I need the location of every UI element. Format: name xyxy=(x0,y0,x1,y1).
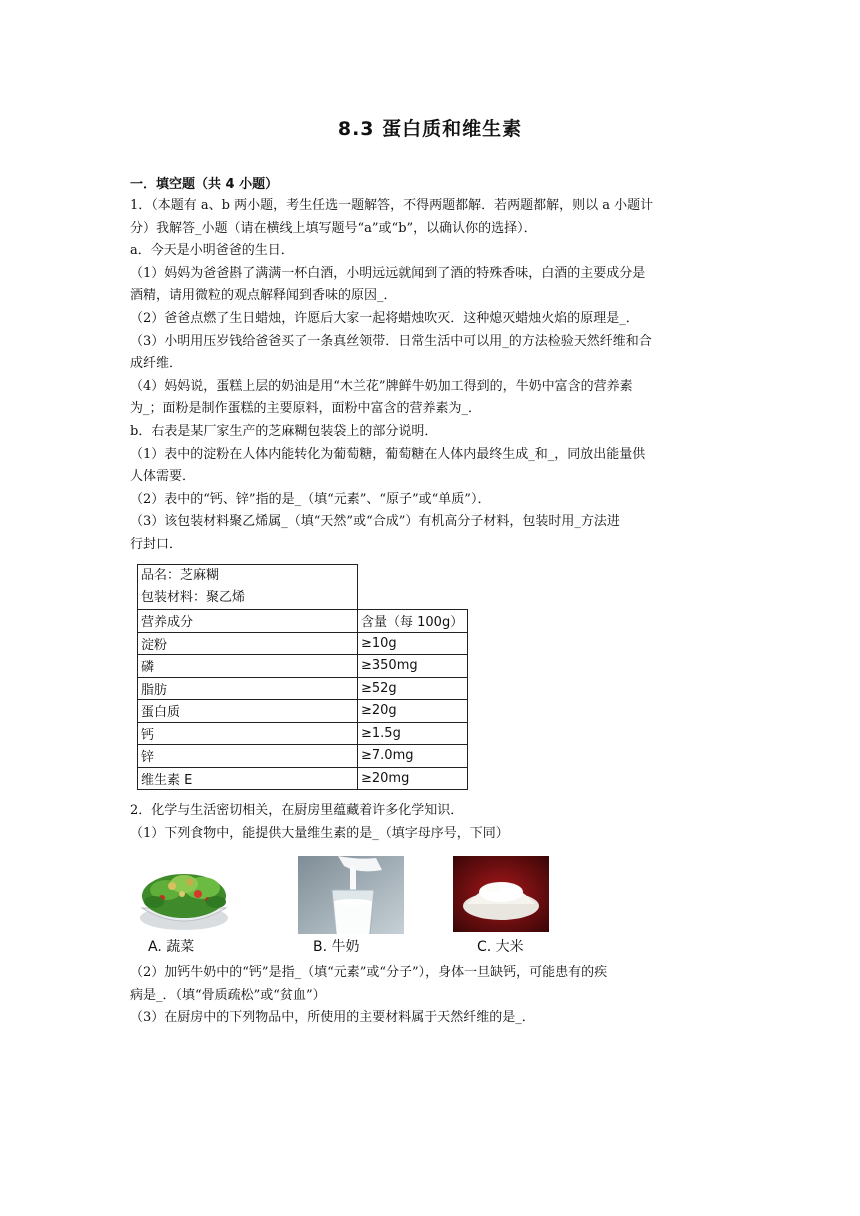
nutrient-name: 维生素 E xyxy=(138,767,358,790)
table-row xyxy=(138,677,468,700)
q2-part2-line1: （2）加钙牛奶中的“钙”是指_（填“元素”或“分子”），身体一旦缺钙，可能患有的疾 xyxy=(130,965,608,980)
salad-image xyxy=(132,858,236,934)
question-1 xyxy=(130,195,730,557)
nutrient-amount: ≥20mg xyxy=(358,767,468,790)
q1-intro-line2: 分）我解答_小题（请在横线上填写题号“a”或“b”，以确认你的选择）． xyxy=(130,220,537,236)
q2-part2-line2: 病是_．（填“骨质疏松”或“贫血”） xyxy=(130,987,326,1003)
q2-part1: （1）下列食物中，能提供大量维生素的是_（填字母序号，下同） xyxy=(130,825,509,841)
nutrient-name: 钙 xyxy=(138,722,358,745)
header-left: 营养成分 xyxy=(138,610,358,633)
nutrient-name: 蛋白质 xyxy=(138,700,358,723)
table-row xyxy=(138,632,468,655)
nutrient-amount: ≥1.5g xyxy=(358,722,468,745)
table-row xyxy=(138,767,468,790)
nutrient-name: 淀粉 xyxy=(138,632,358,655)
table-row xyxy=(138,655,468,678)
question-2 xyxy=(130,800,730,845)
q1-b1-line2: 人体需要． xyxy=(130,469,196,485)
option-a-label: A. 蔬菜 xyxy=(148,939,195,955)
rice-image xyxy=(453,856,549,932)
q1-b3-line1: （3）该包装材料聚乙烯属_（填“天然”或“合成”）有机高分子材料，包装时用_方法进 xyxy=(130,514,620,530)
section-heading: 一．填空题（共 4 小题） xyxy=(130,177,279,192)
nutrient-amount: ≥350mg xyxy=(358,655,468,678)
table-row xyxy=(138,610,468,633)
page-title: 8.3 蛋白质和维生素 xyxy=(337,118,523,140)
nutrient-amount: ≥7.0mg xyxy=(358,745,468,768)
milk-image xyxy=(298,856,404,934)
table-row xyxy=(138,700,468,723)
q1-a4-line2: 为_；面粉是制作蛋糕的主要原料，面粉中富含的营养素为_． xyxy=(130,401,482,417)
header-right: 含量（每 100g） xyxy=(358,610,468,633)
q1-a3-line1: （3）小明用压岁钱给爸爸买了一条真丝领带．日常生活中可以用_的方法检验天然纤维和合 xyxy=(130,333,652,349)
question-2-continued xyxy=(130,962,730,1030)
nutrition-table xyxy=(137,564,468,790)
package-material: 包装材料：聚乙烯 xyxy=(141,590,246,605)
nutrient-name: 锌 xyxy=(138,745,358,768)
nutrient-amount: ≥52g xyxy=(358,677,468,700)
product-name: 品名：芝麻糊 xyxy=(141,568,220,583)
q1-a4-line1: （4）妈妈说，蛋糕上层的奶油是用“木兰花”牌鲜牛奶加工得到的，牛奶中富含的营养素 xyxy=(130,378,633,394)
nutrient-amount: ≥20g xyxy=(358,700,468,723)
q1-a1-line1: （1）妈妈为爸爸斟了满满一杯白酒，小明远远就闻到了酒的特殊香味，白酒的主要成分是 xyxy=(130,265,646,281)
q1-b2: （2）表中的“钙、锌”指的是_（填“元素”、“原子”或“单质”）． xyxy=(130,491,491,507)
nutrient-amount: ≥10g xyxy=(358,632,468,655)
q1-a1-line2: 酒精，请用微粒的观点解释闻到香味的原因_． xyxy=(130,288,397,304)
q2-intro: 2．化学与生活密切相关，在厨房里蕴藏着许多化学知识． xyxy=(130,803,464,818)
q1-b3-line2: 行封口． xyxy=(130,536,183,552)
q1-b1-line1: （1）表中的淀粉在人体内能转化为葡萄糖，葡萄糖在人体内最终生成_和_，同放出能量供 xyxy=(130,446,646,462)
q2-part3: （3）在厨房中的下列物品中，所使用的主要材料属于天然纤维的是_． xyxy=(130,1010,535,1026)
q1-b-heading: b．右表是某厂家生产的芝麻糊包装袋上的部分说明． xyxy=(130,423,438,439)
option-c-label: C. 大米 xyxy=(477,939,524,955)
q1-a3-line2: 成纤维． xyxy=(130,356,183,372)
option-b-label: B. 牛奶 xyxy=(313,939,360,955)
q1-intro-line1: 1．（本题有 a、b 两小题，考生任选一题解答，不得两题都解．若两题都解，则以 a 小题计 xyxy=(130,198,654,213)
product-info-cell xyxy=(138,565,358,610)
table-row xyxy=(138,745,468,768)
nutrient-name: 脂肪 xyxy=(138,677,358,700)
table-row xyxy=(138,565,468,610)
nutrient-name: 磷 xyxy=(138,655,358,678)
table-row xyxy=(138,722,468,745)
q1-a-heading: a．今天是小明爸爸的生日． xyxy=(130,243,294,259)
q1-a2: （2）爸爸点燃了生日蜡烛，许愿后大家一起将蜡烛吹灭．这种熄灭蜡烛火焰的原理是_． xyxy=(130,310,639,326)
